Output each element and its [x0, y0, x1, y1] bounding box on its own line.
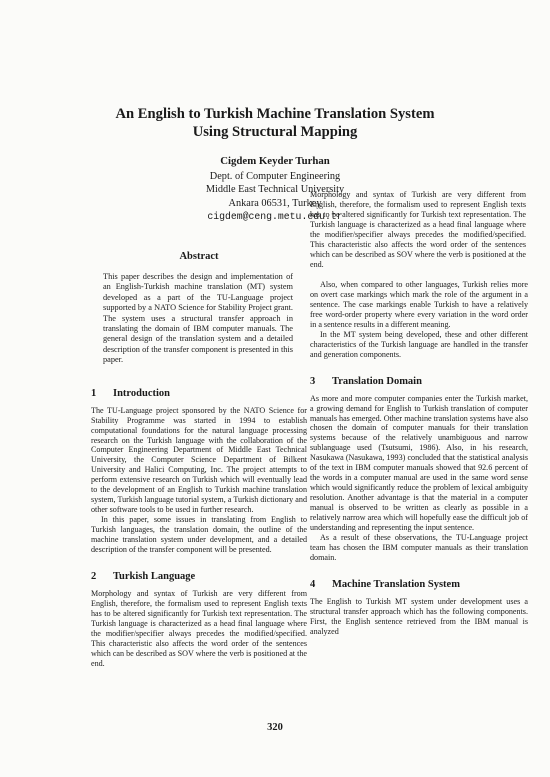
section-number: 1: [91, 387, 97, 399]
section-number: 3: [310, 375, 316, 387]
right-column: [310, 190, 528, 637]
section-title: Introduction: [113, 387, 170, 399]
section-number: 2: [91, 570, 97, 582]
section-heading-machine-translation-system: [310, 578, 528, 591]
section-title: Machine Translation System: [332, 578, 460, 590]
translation-domain-paragraph-1: As more and more computer companies enter the Turkish market, a growing demand for English to Turkish translation of computer manuals has emerged. Other machine translation systems have also chosen the domain of computer manuals for their translation systems because of the relatively unambiguous and narrow sublanguage used (Tsutsumi, 1986). Also, in his research, Nasukawa (Nasukawa, 1993) concluded that the statistical analysis of the text in IBM computer manuals showed that 92.6 percent of the words in a computer manual are used in the same word sense which would significantly reduce the problem of lexical ambiguity resolution. Another advantage is that the material in a computer manual is observed to be written as clearly as possible in a relatively narrow area which will hopefully ease the difficult job of understanding and representing the input sentence.: [310, 393, 528, 533]
left-column: [91, 250, 307, 668]
title-line-1: An English to Turkish Machine Translation System: [115, 106, 435, 122]
title-line-2: Using Structural Mapping: [192, 124, 358, 140]
affiliation-university: Middle East Technical University: [205, 184, 345, 195]
affiliation-dept: Dept. of Computer Engineering: [209, 170, 341, 182]
section-number: 4: [310, 578, 316, 590]
author-email: cigdem@ceng.metu.edu.tr: [207, 211, 343, 222]
continued-text-window: [310, 190, 528, 270]
turkish-language-paragraph-3: In the MT system being developed, these and other different characteristics of the Turkish language are handled in the transfer and generation components.: [310, 329, 528, 359]
section-heading-translation-domain: [310, 375, 528, 388]
section-title: Turkish Language: [113, 570, 196, 582]
author-name: Cigdem Keyder Turhan: [220, 155, 330, 167]
introduction-paragraph-2: In this paper, some issues in translating from English to Turkish languages, the translation domain, the outline of the machine translation system under development, and a detailed description of the transfer component will be presented.: [91, 515, 307, 554]
abstract-heading: Abstract: [179, 251, 219, 262]
machine-translation-system-paragraph-1: The English to Turkish MT system under development uses a structural transfer approach which has the following components. First, the English sentence retrieved from the IBM manual is analyzed: [310, 596, 528, 636]
turkish-language-paragraph-2: Also, when compared to other languages, Turkish relies more on overt case markings which mark the role of the argument in a sentence. The case markings enable Turkish to have a relatively free word-order property where every variation in the word order in a sentence results in a different meaning.: [310, 280, 528, 329]
turkish-language-paragraph-1-continued: [310, 190, 528, 280]
section-heading-introduction: [91, 387, 307, 400]
paper-title: [60, 105, 490, 141]
page-number: 320: [267, 722, 283, 733]
turkish-language-paragraph-1: Morphology and syntax of Turkish are very different from English, therefore, the formalism used to represent English texts has to be altered significantly for Turkish text representation. The Turkish language is characterized as a head final language where the modifier/specifier always precedes the modified/specified. This characteristic also affects the word order of the sentences which can be described as SOV where the verb is positioned at the end.: [91, 588, 307, 668]
author-address: Ankara 06531, Turkey: [228, 197, 322, 209]
translation-domain-paragraph-2: As a result of these observations, the TU-Language project team has chosen the IBM computer manuals as their translation domain.: [310, 532, 528, 562]
introduction-paragraph-1: The TU-Language project sponsored by the NATO Science for Stability Programme was started in 1994 to establish computational foundations for the natural language processing research on the Turkish language with the collaboration of the Computer Engineering Department of Middle East Technical University, the Computer Science Department of Bilkent University and Halici Computing, Inc. The project attempts to perform extensive research on Turkish which will eventually lead to the development of an English to Turkish machine translation system, Turkish language tutorial system, a Turkish dictionary and other software tools to be used in further research.: [91, 405, 307, 515]
section-heading-turkish-language: [91, 570, 307, 583]
section-title: Translation Domain: [332, 375, 422, 387]
abstract-text: This paper describes the design and implementation of an English-Turkish machine translation (MT) system developed as a part of the TU-Language project supported by a NATO Science for Stability Project grant. The system uses a structural transfer approach in translating the domain of IBM computer manuals. The general design of the translation system and a detailed description of the transfer component is presented in this paper.: [103, 272, 293, 365]
continued-text: Morphology and syntax of Turkish are very different from English, therefore, the formalism used to represent English texts has to be altered significantly for Turkish text representation. The Turkish language is characterized as a head final language where the modifier/specifier always precedes the modified/specified. This characteristic also affects the word order of the sentences which can be described as SOV where the verb is positioned at the end.: [310, 190, 526, 269]
